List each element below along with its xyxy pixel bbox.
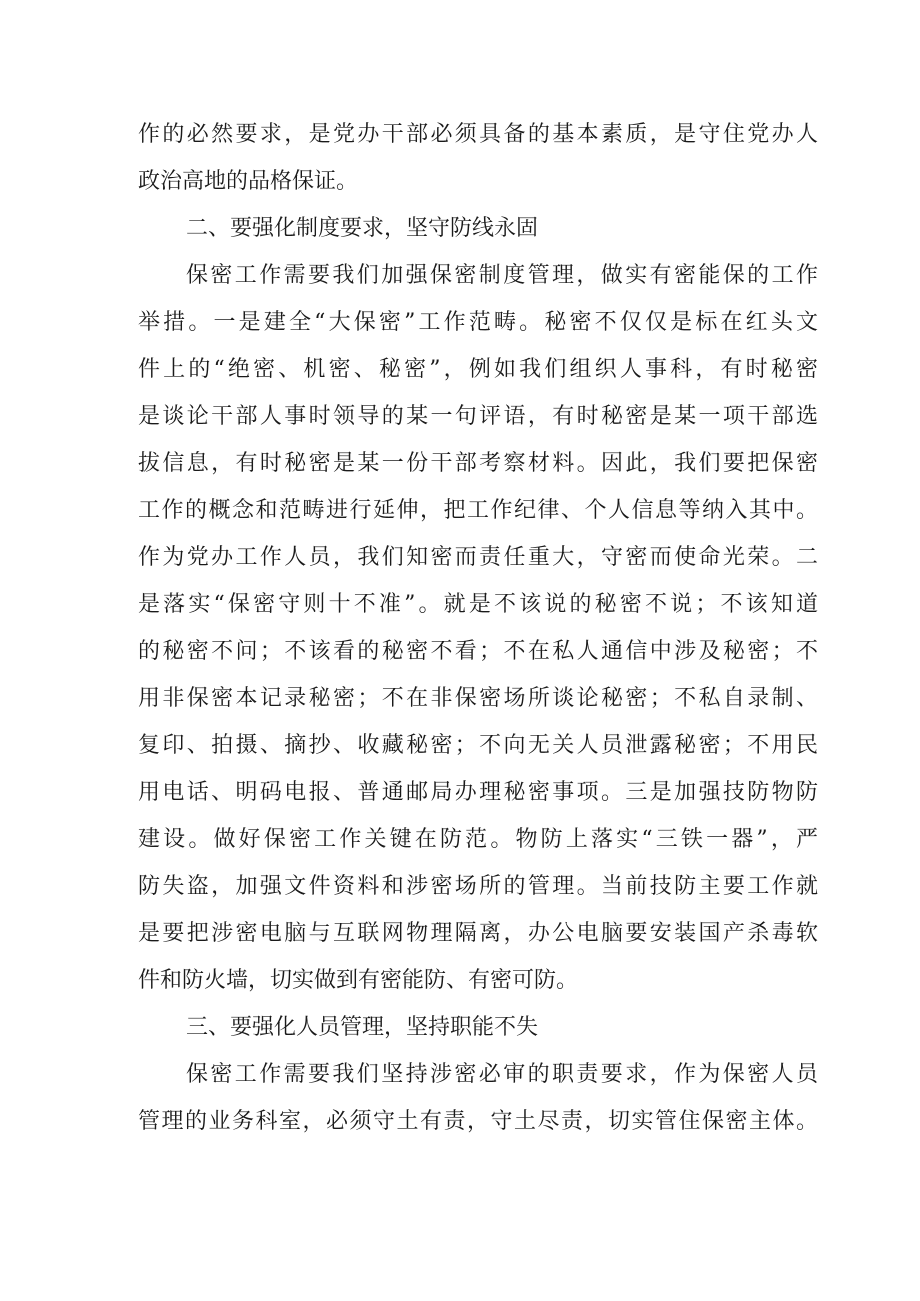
body-line: 举措。一是建全“大保密”工作范畴。秘密不仅仅是标在红头文 [138,310,818,335]
body-line: 作的必然要求，是党办干部必须具备的基本素质，是守住党办人 [138,122,818,147]
body-line: 建设。做好保密工作关键在防范。物防上落实“三铁一器”，严 [138,827,818,852]
body-line: 保密工作需要我们坚持涉密必审的职责要求，作为保密人员 [186,1062,818,1087]
body-line: 防失盗，加强文件资料和涉密场所的管理。当前技防主要工作就 [138,874,818,899]
body-line: 是要把涉密电脑与互联网物理隔离，办公电脑要安装国产杀毒软 [138,921,818,946]
section-heading: 二、要强化制度要求，坚守防线永固 [186,216,539,241]
body-line: 件上的“绝密、机密、秘密”，例如我们组织人事科，有时秘密 [138,357,818,382]
body-line: 拔信息，有时秘密是某一份干部考察材料。因此，我们要把保密 [138,451,818,476]
body-line: 用电话、明码电报、普通邮局办理秘密事项。三是加强技防物防 [138,780,818,805]
body-line: 的秘密不问；不该看的秘密不看；不在私人通信中涉及秘密；不 [138,639,818,664]
body-line: 是落实“保密守则十不准”。就是不该说的秘密不说；不该知道 [138,592,818,617]
body-line: 管理的业务科室，必须守土有责，守土尽责，切实管住保密主体。 [138,1109,818,1134]
body-line: 用非保密本记录秘密；不在非保密场所谈论秘密；不私自录制、 [138,686,818,711]
body-line: 件和防火墙，切实做到有密能防、有密可防。 [138,968,579,993]
body-line: 保密工作需要我们加强保密制度管理，做实有密能保的工作 [186,263,818,288]
body-line: 作为党办工作人员，我们知密而责任重大，守密而使命光荣。二 [138,545,818,570]
body-line: 是谈论干部人事时领导的某一句评语，有时秘密是某一项干部选 [138,404,818,429]
section-heading: 三、要强化人员管理，坚持职能不失 [186,1015,539,1040]
body-line: 工作的概念和范畴进行延伸，把工作纪律、个人信息等纳入其中。 [138,498,818,523]
body-line: 政治高地的品格保证。 [138,169,359,194]
body-line: 复印、拍摄、摘抄、收藏秘密；不向无关人员泄露秘密；不用民 [138,733,818,758]
